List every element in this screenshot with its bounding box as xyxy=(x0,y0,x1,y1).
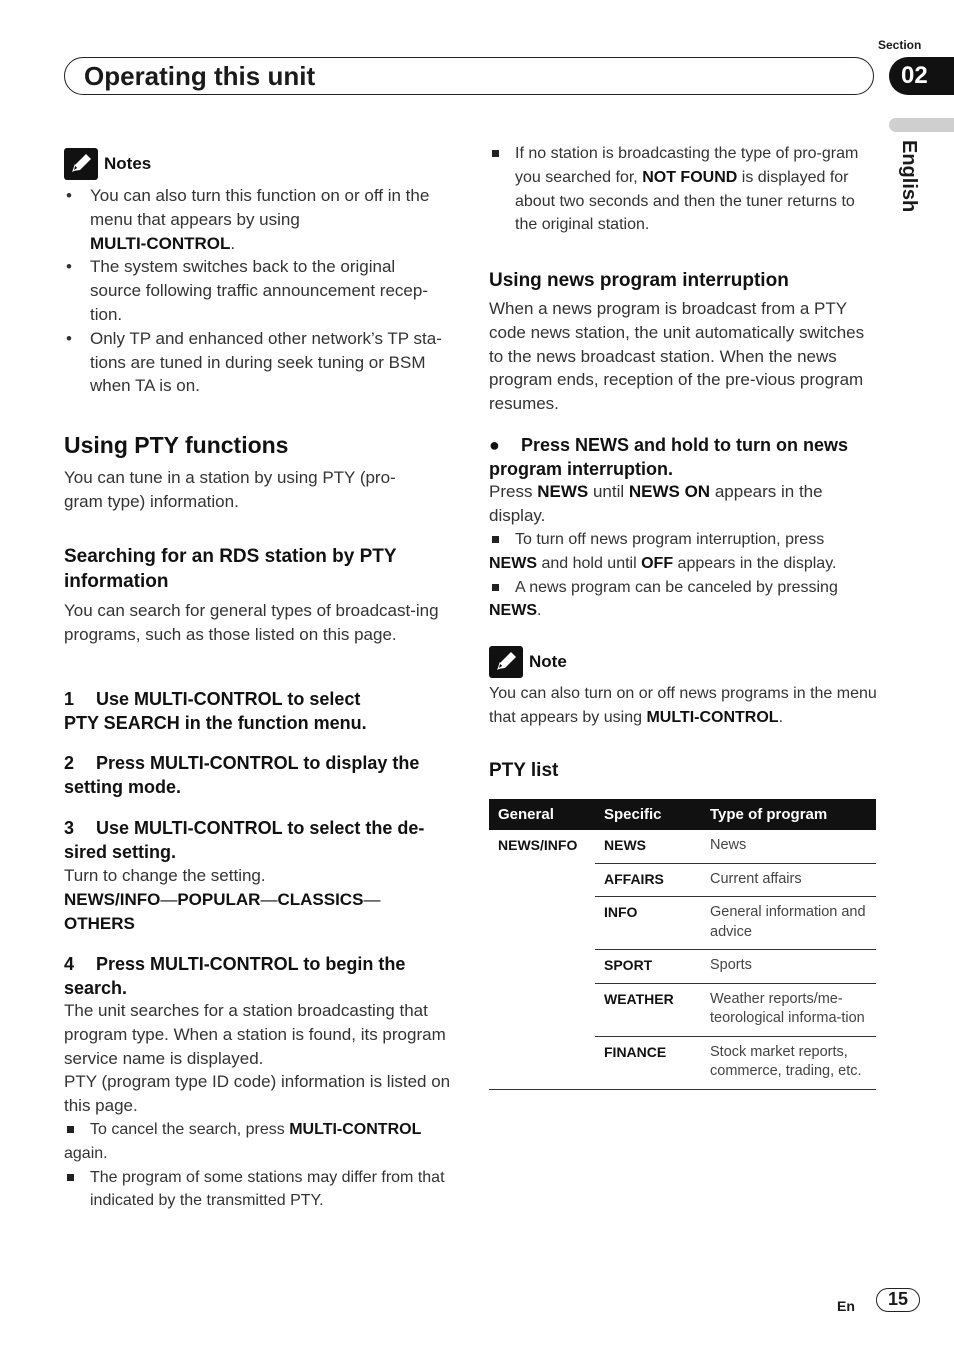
bullet-bold: NEWS xyxy=(489,602,537,620)
bullet-text: To cancel the search, press xyxy=(90,1120,285,1138)
step3-options xyxy=(64,888,450,936)
step-text: Use MULTI-CONTROL to select PTY SEARCH in the function menu. xyxy=(64,689,367,733)
news-body xyxy=(489,480,874,528)
news-body-text: until xyxy=(592,482,625,501)
bullet-text: and hold until xyxy=(541,554,637,572)
news-heading: Using news program interruption xyxy=(489,270,789,291)
step-2 xyxy=(64,751,444,799)
bullet-dot-icon: • xyxy=(66,186,72,205)
step-1 xyxy=(64,687,394,735)
step-number: 1 xyxy=(64,689,75,709)
note-post: . xyxy=(230,233,236,253)
step4-text-2: PTY (program type ID code) information is listed on this page. xyxy=(64,1072,451,1116)
news-step-text: Press NEWS and hold to turn on news program interruption. xyxy=(489,435,849,479)
type-cell: General information and advice xyxy=(701,897,876,950)
specific-cell: AFFAIRS xyxy=(595,863,701,897)
section-label: Section xyxy=(878,38,922,52)
note-header xyxy=(489,646,567,678)
note-text: You can also turn on or off news programs in the menu that appears by using xyxy=(489,685,877,726)
option-separator: — xyxy=(363,889,381,909)
page-number: 15 xyxy=(876,1288,920,1312)
step3-body xyxy=(64,864,450,935)
pty-table xyxy=(489,799,876,1090)
cancel-search-note xyxy=(64,1118,454,1142)
step-number: 4 xyxy=(64,954,75,974)
square-bullet-icon xyxy=(492,536,499,543)
news-bullets xyxy=(489,528,877,623)
note-text: The system switches back to the original source following traffic announcement recep-tion. xyxy=(90,257,428,324)
news-body-text: appears in the display. xyxy=(489,482,823,525)
note-label: Note xyxy=(529,652,567,671)
news-body-bold: NEWS ON xyxy=(628,482,711,501)
note-post: . xyxy=(778,708,784,726)
bullet-text: If no station is broadcasting the type of pro-gram you searched for, xyxy=(515,145,859,186)
bullet-dot-icon: • xyxy=(66,328,72,348)
step-4 xyxy=(64,952,444,1000)
note-bold: MULTI-CONTROL xyxy=(90,233,231,253)
bullet-bold: MULTI-CONTROL xyxy=(289,1120,422,1138)
filled-circle-icon: ● xyxy=(489,435,500,455)
general-cell: NEWS/INFO xyxy=(489,830,595,1089)
note-body xyxy=(489,682,877,730)
bullet-bold: NOT FOUND xyxy=(642,168,738,186)
pty-list-heading: PTY list xyxy=(489,760,559,781)
step3-text: Turn to change the setting. xyxy=(64,866,266,885)
specific-cell: WEATHER xyxy=(595,983,701,1036)
specific-cell: FINANCE xyxy=(595,1036,701,1089)
news-step xyxy=(489,433,869,481)
language-tab xyxy=(884,140,934,220)
specific-cell: INFO xyxy=(595,897,701,950)
bullet-text: A news program can be canceled by pressing xyxy=(515,578,838,596)
option-separator: — xyxy=(260,889,278,909)
bullet-bold: NEWS xyxy=(489,554,537,572)
turn-off-news-cont xyxy=(489,552,877,576)
specific-cell: NEWS xyxy=(595,830,701,863)
bullet-text: The program of some stations may differ from that indicated by the transmitted PTY. xyxy=(90,1168,445,1210)
note-item xyxy=(64,255,450,326)
bullet-text-cont: again. xyxy=(64,1144,108,1162)
table-row xyxy=(489,830,876,863)
section-number-badge: 02 xyxy=(889,57,954,95)
step-number: 3 xyxy=(64,818,75,838)
type-cell: Sports xyxy=(701,950,876,984)
option-others: OTHERS xyxy=(64,913,135,933)
language-tab-bar xyxy=(889,118,954,132)
not-found-bullet xyxy=(489,142,877,237)
notes-list xyxy=(64,184,450,398)
bullet-text: appears in the display. xyxy=(677,554,837,572)
footer-language: En xyxy=(837,1298,855,1314)
notes-label: Notes xyxy=(104,154,152,173)
program-differ-note xyxy=(64,1166,454,1214)
cancel-news-note xyxy=(489,576,877,600)
table-header-row xyxy=(489,799,876,830)
square-bullet-icon xyxy=(67,1174,74,1181)
step-number: 2 xyxy=(64,753,75,773)
not-found-note xyxy=(489,142,877,237)
square-bullet-icon xyxy=(67,1126,74,1133)
step-text: Press MULTI-CONTROL to begin the search. xyxy=(64,954,406,998)
turn-off-news-note xyxy=(489,528,877,552)
pencil-note-icon xyxy=(489,646,523,678)
pencil-note-icon xyxy=(64,148,98,180)
option-separator: — xyxy=(160,889,178,909)
step4-body xyxy=(64,999,454,1213)
note-text: Only TP and enhanced other network’s TP sta-tions are tuned in during seek tuning or BSM when TA is on. xyxy=(90,328,442,396)
news-intro: When a news program is broadcast from a PTY code news station, the unit automatically switches to the news broadcast station. When the news program ends, reception of the pre-vious program resumes. xyxy=(489,299,865,414)
cancel-news-cont xyxy=(489,599,877,623)
pty-heading: Using PTY functions xyxy=(64,432,289,458)
note-item xyxy=(64,184,450,255)
language-tab-label: English xyxy=(898,140,920,213)
type-cell: News xyxy=(701,830,876,863)
news-body-bold: NEWS xyxy=(537,482,589,501)
bullet-dot-icon: • xyxy=(66,257,72,277)
step-text: Press MULTI-CONTROL to display the setting mode. xyxy=(64,753,420,797)
bullet-text: . xyxy=(537,602,542,620)
notes-header xyxy=(64,148,151,180)
step-text: Use MULTI-CONTROL to select the de-sired setting. xyxy=(64,818,425,862)
square-bullet-icon xyxy=(492,584,499,591)
header-specific: Specific xyxy=(595,799,701,830)
note-text: You can also turn this function on or off in the menu that appears by using xyxy=(90,186,430,229)
square-bullet-icon xyxy=(492,150,499,157)
bullet-bold: OFF xyxy=(641,554,674,572)
search-intro: You can search for general types of broadcast-ing programs, such as those listed on this page. xyxy=(64,601,439,644)
option-classics: CLASSICS xyxy=(277,889,364,909)
note-bold: MULTI-CONTROL xyxy=(646,708,779,726)
bullet-text-post: is displayed for about two seconds and then the tuner returns to the original station. xyxy=(515,168,855,234)
option-news-info: NEWS/INFO xyxy=(64,889,161,909)
header-general: General xyxy=(489,799,595,830)
pty-intro: You can tune in a station by using PTY (pro-gram type) information. xyxy=(64,468,396,511)
specific-cell: SPORT xyxy=(595,950,701,984)
page-title: Operating this unit xyxy=(84,61,316,91)
header-type: Type of program xyxy=(701,799,876,830)
type-cell: Weather reports/me-teorological informa-tion xyxy=(701,983,876,1036)
news-body-text: Press xyxy=(489,482,533,501)
bullet-text: To turn off news program interruption, press xyxy=(515,531,825,548)
type-cell: Current affairs xyxy=(701,863,876,897)
note-item xyxy=(64,327,450,398)
step4-text-1: The unit searches for a station broadcasting that program type. When a station is found, its program service name is displayed. xyxy=(64,1001,446,1068)
option-popular: POPULAR xyxy=(177,889,261,909)
step-3 xyxy=(64,816,444,864)
search-heading: Searching for an RDS station by PTY information xyxy=(64,546,397,592)
type-cell: Stock market reports, commerce, trading, etc. xyxy=(701,1036,876,1089)
